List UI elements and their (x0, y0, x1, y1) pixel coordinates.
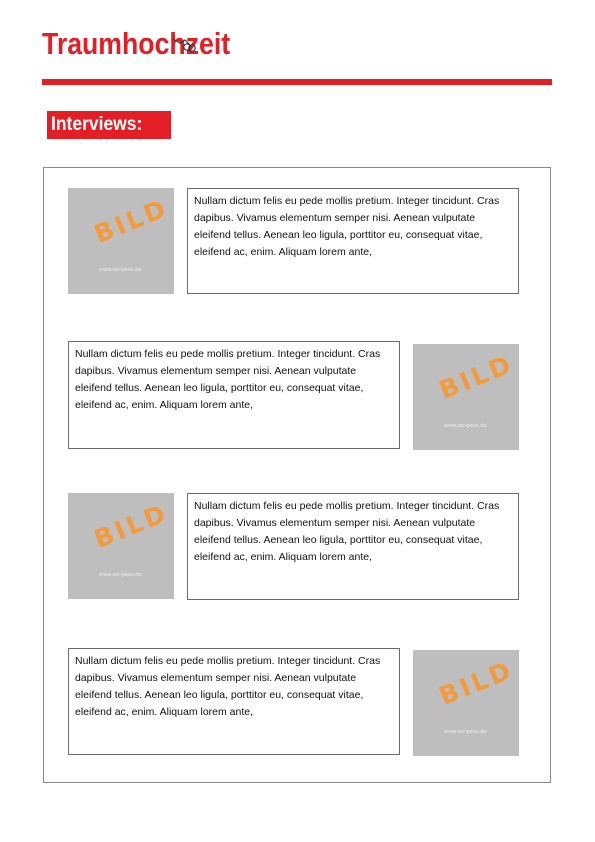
photo-placeholder (68, 188, 174, 294)
photo-watermark: www.ser-peus.de (444, 423, 487, 429)
photo-placeholder-label: BILD (435, 349, 518, 405)
interview-text-box (187, 188, 519, 294)
section-heading (47, 111, 171, 139)
photo-placeholder (413, 650, 519, 756)
photo-watermark: www.ser-peus.de (99, 572, 142, 578)
photo-placeholder (68, 493, 174, 599)
photo-placeholder-label: BILD (90, 498, 173, 554)
interview-text: Nullam dictum felis eu pede mollis pretium. Integer tincidunt. Cras dapibus. Vivamus elementum semper nisi. Aenean vulputate eleifend tellus. Aenean leo ligula, porttitor eu, consequat vitae, eleifend ac, enim. Aliquam lorem ante, (75, 655, 381, 718)
title-underline (42, 79, 552, 85)
photo-placeholder-label: BILD (435, 655, 518, 711)
photo-placeholder (413, 344, 519, 450)
photo-watermark: www.ser-peus.de (444, 729, 487, 735)
page-title: Traumhochzeit (42, 26, 231, 61)
interview-text-box (187, 493, 519, 600)
rings-icon (171, 35, 197, 55)
interview-text-box (68, 341, 400, 449)
interview-text: Nullam dictum felis eu pede mollis pretium. Integer tincidunt. Cras dapibus. Vivamus elementum semper nisi. Aenean vulputate eleifend tellus. Aenean leo ligula, porttitor eu, consequat vitae, eleifend ac, enim. Aliquam lorem ante, (75, 348, 381, 411)
section-heading-text: Interviews: (51, 114, 143, 135)
interview-text-box (68, 648, 400, 755)
interview-text: Nullam dictum felis eu pede mollis pretium. Integer tincidunt. Cras dapibus. Vivamus elementum semper nisi. Aenean vulputate eleifend tellus. Aenean leo ligula, porttitor eu, consequat vitae, eleifend ac, enim. Aliquam lorem ante, (194, 500, 500, 563)
photo-placeholder-label: BILD (90, 193, 173, 249)
interview-text: Nullam dictum felis eu pede mollis pretium. Integer tincidunt. Cras dapibus. Vivamus elementum semper nisi. Aenean vulputate eleifend tellus. Aenean leo ligula, porttitor eu, consequat vitae, eleifend ac, enim. Aliquam lorem ante, (194, 195, 500, 258)
photo-watermark: www.ser-peus.de (99, 267, 142, 273)
